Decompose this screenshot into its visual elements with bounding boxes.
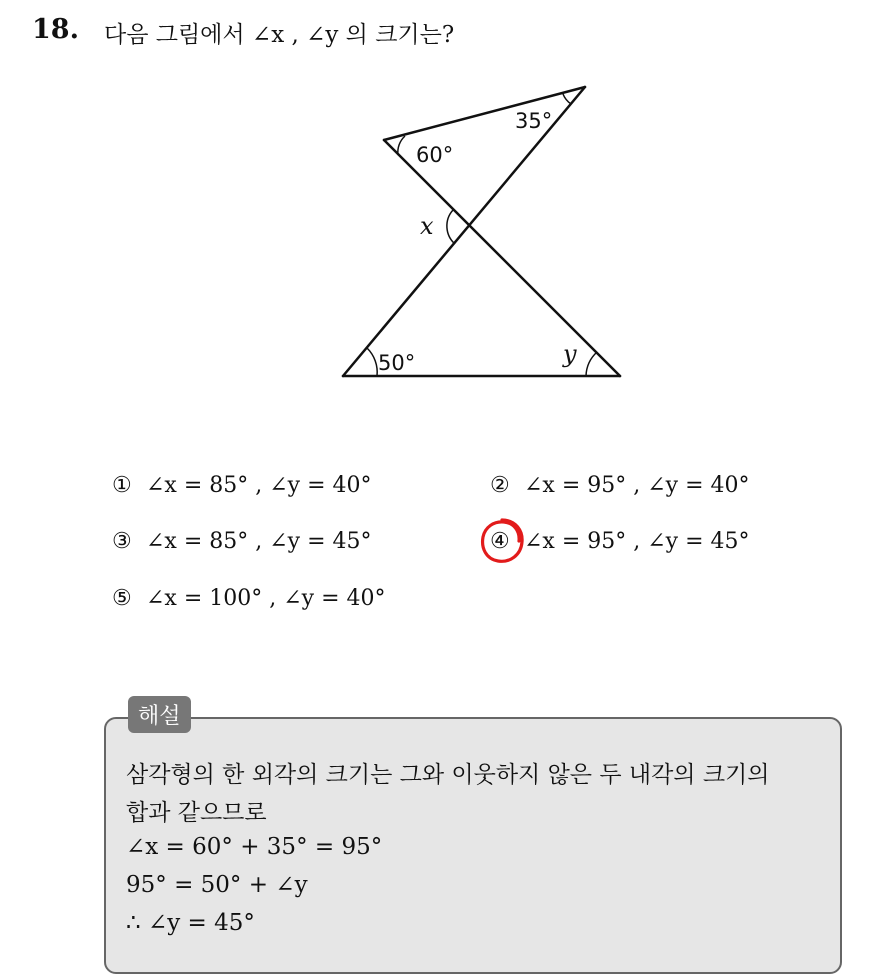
geometry-figure [300,70,640,390]
arc-60 [398,136,405,155]
choice-3[interactable] [112,529,372,554]
choice-2-text: ∠x = 95° , ∠y = 40° [524,473,750,498]
explanation-line-2: 합과 같으므로 [126,800,267,826]
choice-5-number: ⑤ [112,586,132,611]
arc-y [586,352,597,376]
question-number: 18. [32,14,79,45]
question-text: 다음 그림에서 ∠x , ∠y 의 크기는? [104,22,455,48]
arc-x [447,210,455,244]
arc-50 [367,348,377,376]
label-35: 35° [515,109,553,133]
choice-1-number: ① [112,473,132,498]
choice-1-text: ∠x = 85° , ∠y = 40° [146,473,372,498]
segment-top [384,87,585,140]
label-x: x [420,212,434,240]
choice-5-text: ∠x = 100° , ∠y = 40° [146,586,386,611]
choice-4[interactable] [490,529,750,554]
label-60: 60° [416,143,454,167]
choice-3-number: ③ [112,529,132,554]
choice-5[interactable] [112,586,386,611]
explanation-line-1: 삼각형의 한 외각의 크기는 그와 이웃하지 않은 두 내각의 크기의 [126,762,770,788]
choice-4-text: ∠x = 95° , ∠y = 45° [524,529,750,554]
choice-4-number: ④ [490,529,510,554]
arc-35 [563,94,571,104]
segment-a [384,140,620,376]
explanation-line-5: ∴ ∠y = 45° [126,910,255,936]
label-50: 50° [378,351,416,375]
answer-mark-icon [476,515,528,567]
explanation-line-3: ∠x = 60° + 35° = 95° [126,834,383,860]
explanation-tag: 해설 [128,696,191,733]
label-y: y [563,340,577,368]
choice-2[interactable] [490,473,750,498]
explanation-line-4: 95° = 50° + ∠y [126,872,308,898]
choice-2-number: ② [490,473,510,498]
choice-1[interactable] [112,473,372,498]
choice-3-text: ∠x = 85° , ∠y = 45° [146,529,372,554]
